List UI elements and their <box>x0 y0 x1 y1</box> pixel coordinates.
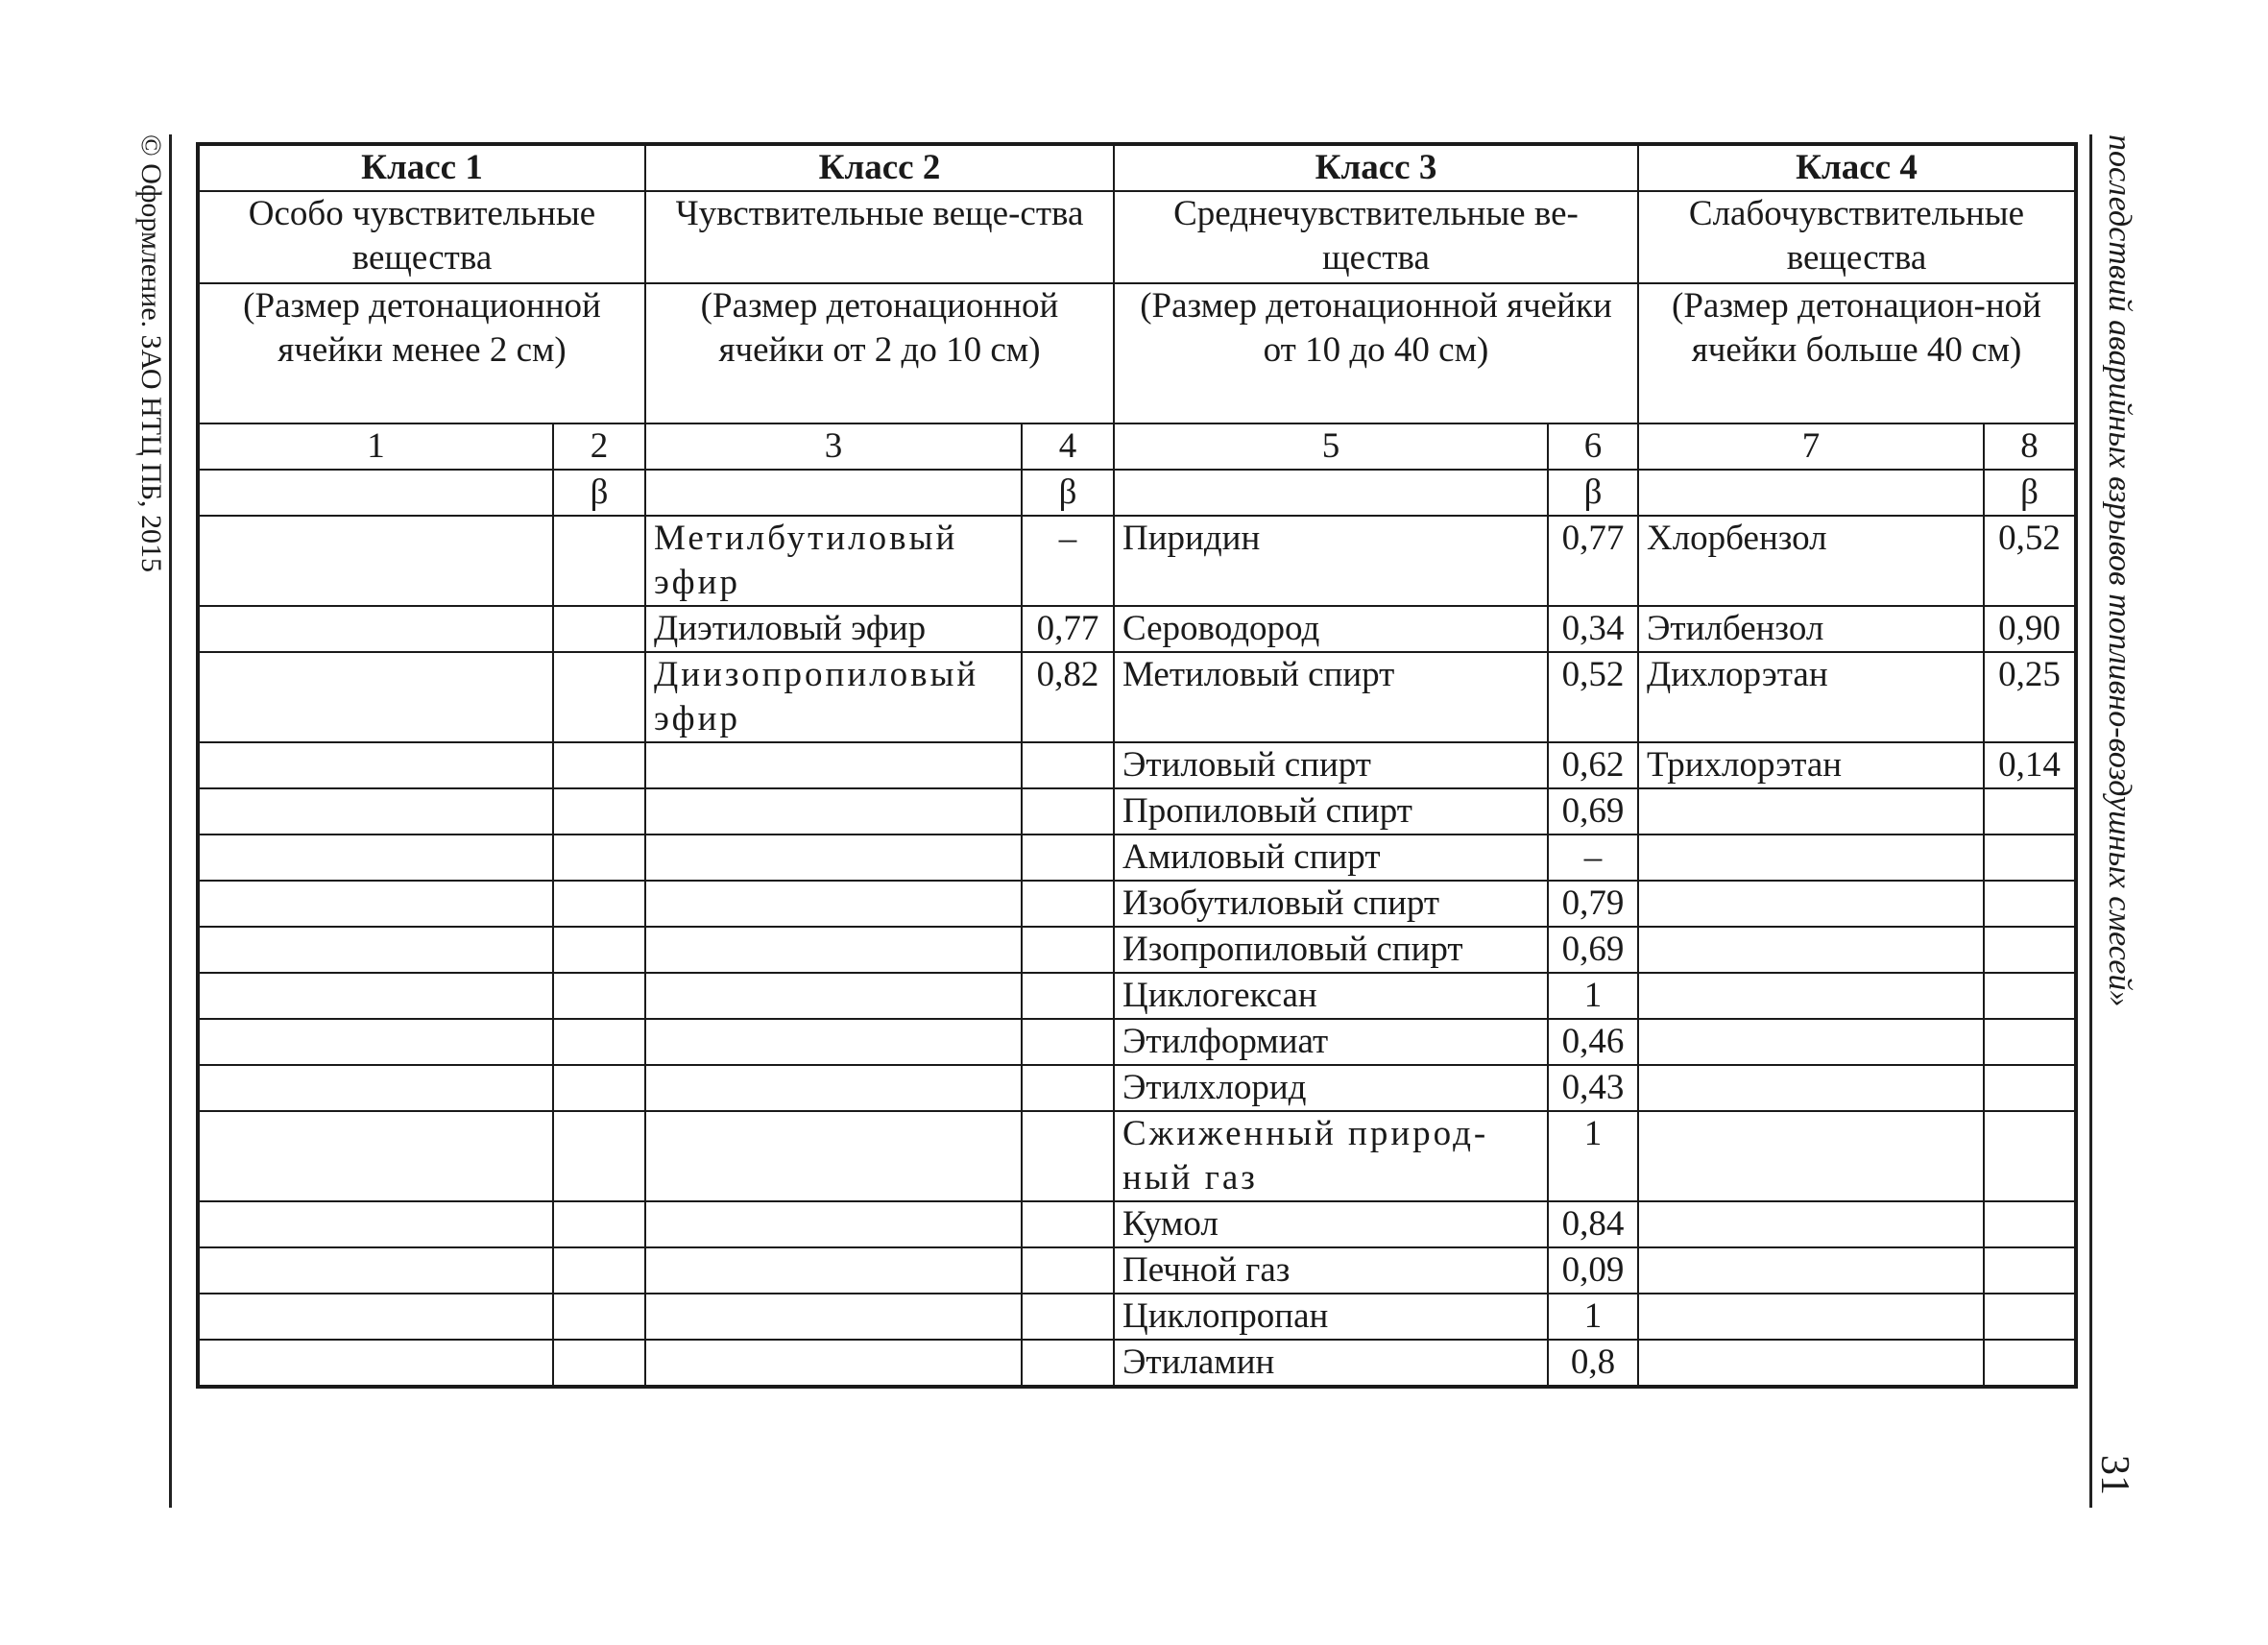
page-number <box>2092 1455 2137 1512</box>
class-description-row <box>198 191 2076 283</box>
beta-label: β <box>1984 470 2076 516</box>
substance-cell <box>198 788 553 835</box>
substance-cell <box>1638 1201 1984 1247</box>
table-row <box>198 927 2076 973</box>
empty-cell <box>198 470 553 516</box>
substance-cell: Пиридин <box>1114 516 1548 606</box>
beta-value-cell <box>553 1111 645 1201</box>
sensitivity-classes-table <box>196 142 2078 1389</box>
substance-cell <box>198 835 553 881</box>
table-row <box>198 1111 2076 1201</box>
beta-value-cell <box>553 835 645 881</box>
substance-cell <box>198 1294 553 1340</box>
substance-cell <box>1638 1247 1984 1294</box>
substance-cell <box>645 881 1022 927</box>
table-row <box>198 652 2076 742</box>
beta-header-row <box>198 470 2076 516</box>
beta-value-cell: 1 <box>1548 1294 1638 1340</box>
substance-cell: Этиловый спирт <box>1114 742 1548 788</box>
substance-cell <box>198 1019 553 1065</box>
substance-cell <box>198 927 553 973</box>
beta-value-cell: 0,62 <box>1548 742 1638 788</box>
beta-value-cell <box>1022 881 1114 927</box>
beta-value-cell <box>553 973 645 1019</box>
substance-rows <box>198 516 2076 1387</box>
substance-cell <box>645 742 1022 788</box>
substance-cell: Метилбутиловый эфир <box>645 516 1022 606</box>
beta-value-cell <box>1022 1065 1114 1111</box>
table-row <box>198 1247 2076 1294</box>
substance-cell <box>645 927 1022 973</box>
beta-label: β <box>1022 470 1114 516</box>
class-1-title: Класс 1 <box>198 144 645 191</box>
copyright-text: © Оформление. ЗАО НТЦ ПБ, 2015 <box>135 134 167 573</box>
class-2-title: Класс 2 <box>645 144 1114 191</box>
substance-cell <box>1638 1065 1984 1111</box>
beta-value-cell <box>1984 1201 2076 1247</box>
substance-cell <box>198 881 553 927</box>
table-row <box>198 973 2076 1019</box>
substance-cell: Печной газ <box>1114 1247 1548 1294</box>
beta-value-cell: 0,8 <box>1548 1340 1638 1387</box>
substance-cell: Сжиженный природ-ный газ <box>1114 1111 1548 1201</box>
substance-cell <box>1638 927 1984 973</box>
beta-value-cell <box>1022 788 1114 835</box>
table-row <box>198 1201 2076 1247</box>
class-title-row <box>198 144 2076 191</box>
beta-value-cell: 0,69 <box>1548 927 1638 973</box>
beta-value-cell <box>553 1247 645 1294</box>
beta-value-cell <box>553 1019 645 1065</box>
beta-value-cell: 0,46 <box>1548 1019 1638 1065</box>
beta-value-cell: 0,84 <box>1548 1201 1638 1247</box>
column-number: 6 <box>1548 423 1638 470</box>
beta-value-cell: 0,52 <box>1984 516 2076 606</box>
beta-value-cell: 0,77 <box>1022 606 1114 652</box>
substance-cell: Изопропиловый спирт <box>1114 927 1548 973</box>
substance-cell <box>1638 1340 1984 1387</box>
beta-label: β <box>553 470 645 516</box>
substance-cell <box>645 1201 1022 1247</box>
table-row <box>198 1019 2076 1065</box>
running-title <box>2099 134 2137 1412</box>
cell-size-row <box>198 283 2076 423</box>
beta-value-cell: 1 <box>1548 1111 1638 1201</box>
substance-cell: Дихлорэтан <box>1638 652 1984 742</box>
substance-cell <box>198 1340 553 1387</box>
substance-cell: Этилбензол <box>1638 606 1984 652</box>
column-number: 5 <box>1114 423 1548 470</box>
beta-value-cell <box>1022 742 1114 788</box>
beta-value-cell: 0,52 <box>1548 652 1638 742</box>
beta-value-cell <box>553 788 645 835</box>
beta-value-cell <box>553 927 645 973</box>
substance-cell: Сероводород <box>1114 606 1548 652</box>
substance-cell: Этилформиат <box>1114 1019 1548 1065</box>
substance-cell <box>645 1340 1022 1387</box>
beta-value-cell <box>1984 1294 2076 1340</box>
beta-value-cell <box>1984 788 2076 835</box>
table-row <box>198 516 2076 606</box>
beta-value-cell <box>553 1065 645 1111</box>
beta-value-cell: 1 <box>1548 973 1638 1019</box>
substance-cell: Этилхлорид <box>1114 1065 1548 1111</box>
class-4-cell-size: (Размер детонацион-ной ячейки больше 40 см) <box>1638 283 2076 423</box>
table-row <box>198 788 2076 835</box>
substance-cell: Метиловый спирт <box>1114 652 1548 742</box>
beta-label: β <box>1548 470 1638 516</box>
beta-value-cell <box>1984 927 2076 973</box>
beta-value-cell: – <box>1022 516 1114 606</box>
beta-value-cell <box>1984 835 2076 881</box>
class-2-description: Чувствительные веще-ства <box>645 191 1114 283</box>
beta-value-cell: 0,43 <box>1548 1065 1638 1111</box>
substance-cell <box>1638 973 1984 1019</box>
substance-cell <box>1638 1294 1984 1340</box>
class-3-description: Среднечувствительные ве-щества <box>1114 191 1638 283</box>
table-row <box>198 1065 2076 1111</box>
substance-cell: Изобутиловый спирт <box>1114 881 1548 927</box>
empty-cell <box>1114 470 1548 516</box>
substance-cell <box>645 973 1022 1019</box>
substance-cell: Трихлорэтан <box>1638 742 1984 788</box>
beta-value-cell <box>1984 1340 2076 1387</box>
beta-value-cell <box>553 606 645 652</box>
beta-value-cell <box>1022 835 1114 881</box>
class-1-cell-size: (Размер детонационной ячейки менее 2 см) <box>198 283 645 423</box>
running-title-text: последствий аварийных взрывов топливно-воздушных смесей» <box>2102 134 2137 1007</box>
substance-cell <box>198 1247 553 1294</box>
beta-value-cell: 0,90 <box>1984 606 2076 652</box>
beta-value-cell: 0,79 <box>1548 881 1638 927</box>
substance-cell <box>645 1111 1022 1201</box>
beta-value-cell <box>1984 1111 2076 1201</box>
column-number-row <box>198 423 2076 470</box>
empty-cell <box>1638 470 1984 516</box>
beta-value-cell <box>1984 973 2076 1019</box>
substance-cell: Циклопропан <box>1114 1294 1548 1340</box>
substance-cell: Хлорбензол <box>1638 516 1984 606</box>
substance-cell <box>198 606 553 652</box>
substance-cell: Этиламин <box>1114 1340 1548 1387</box>
beta-value-cell <box>1022 927 1114 973</box>
page-number-text: 31 <box>2092 1455 2136 1495</box>
substance-cell <box>645 1019 1022 1065</box>
copyright-note <box>135 134 167 576</box>
beta-value-cell <box>553 742 645 788</box>
substance-cell: Пропиловый спирт <box>1114 788 1548 835</box>
beta-value-cell <box>1984 1065 2076 1111</box>
table-row <box>198 742 2076 788</box>
beta-value-cell: – <box>1548 835 1638 881</box>
class-2-cell-size: (Размер детонационной ячейки от 2 до 10 см) <box>645 283 1114 423</box>
substance-cell <box>1638 1111 1984 1201</box>
column-number: 3 <box>645 423 1022 470</box>
left-margin-rule <box>169 134 172 1508</box>
substance-cell <box>645 1294 1022 1340</box>
beta-value-cell: 0,14 <box>1984 742 2076 788</box>
beta-value-cell <box>1984 1247 2076 1294</box>
beta-value-cell: 0,82 <box>1022 652 1114 742</box>
beta-value-cell <box>553 652 645 742</box>
substance-cell: Кумол <box>1114 1201 1548 1247</box>
substance-cell <box>198 973 553 1019</box>
substance-cell <box>198 1201 553 1247</box>
substance-cell <box>645 1065 1022 1111</box>
beta-value-cell: 0,77 <box>1548 516 1638 606</box>
substance-cell <box>645 788 1022 835</box>
beta-value-cell <box>1022 1111 1114 1201</box>
class-4-description: Слабочувствительные вещества <box>1638 191 2076 283</box>
substance-cell: Амиловый спирт <box>1114 835 1548 881</box>
class-3-title: Класс 3 <box>1114 144 1638 191</box>
column-number: 4 <box>1022 423 1114 470</box>
class-4-title: Класс 4 <box>1638 144 2076 191</box>
right-margin-rule <box>2089 134 2092 1508</box>
table-row <box>198 1294 2076 1340</box>
beta-value-cell <box>553 881 645 927</box>
substance-cell <box>1638 881 1984 927</box>
beta-value-cell <box>553 1340 645 1387</box>
substance-cell <box>1638 788 1984 835</box>
substance-cell <box>198 742 553 788</box>
column-number: 7 <box>1638 423 1984 470</box>
class-3-cell-size: (Размер детонационной ячейки от 10 до 40 см) <box>1114 283 1638 423</box>
beta-value-cell <box>1022 1201 1114 1247</box>
beta-value-cell <box>1022 1247 1114 1294</box>
substance-cell <box>645 1247 1022 1294</box>
table-row <box>198 881 2076 927</box>
substance-cell: Диэтиловый эфир <box>645 606 1022 652</box>
substance-cell <box>198 1065 553 1111</box>
column-number: 8 <box>1984 423 2076 470</box>
empty-cell <box>645 470 1022 516</box>
column-number: 2 <box>553 423 645 470</box>
class-1-description: Особо чувствительные вещества <box>198 191 645 283</box>
beta-value-cell <box>553 1294 645 1340</box>
table-row <box>198 606 2076 652</box>
beta-value-cell <box>1984 881 2076 927</box>
substance-cell <box>198 1111 553 1201</box>
substance-cell: Диизопропиловый эфир <box>645 652 1022 742</box>
beta-value-cell: 0,69 <box>1548 788 1638 835</box>
table-row <box>198 835 2076 881</box>
beta-value-cell <box>553 516 645 606</box>
substance-cell <box>645 835 1022 881</box>
substance-cell <box>198 652 553 742</box>
substance-cell: Циклогексан <box>1114 973 1548 1019</box>
beta-value-cell <box>1022 1019 1114 1065</box>
beta-value-cell <box>1022 1294 1114 1340</box>
column-number: 1 <box>198 423 553 470</box>
beta-value-cell: 0,34 <box>1548 606 1638 652</box>
substance-cell <box>198 516 553 606</box>
substance-cell <box>1638 1019 1984 1065</box>
beta-value-cell: 0,25 <box>1984 652 2076 742</box>
beta-value-cell <box>553 1201 645 1247</box>
beta-value-cell <box>1022 973 1114 1019</box>
beta-value-cell <box>1984 1019 2076 1065</box>
beta-value-cell: 0,09 <box>1548 1247 1638 1294</box>
substance-cell <box>1638 835 1984 881</box>
beta-value-cell <box>1022 1340 1114 1387</box>
table-row <box>198 1340 2076 1387</box>
